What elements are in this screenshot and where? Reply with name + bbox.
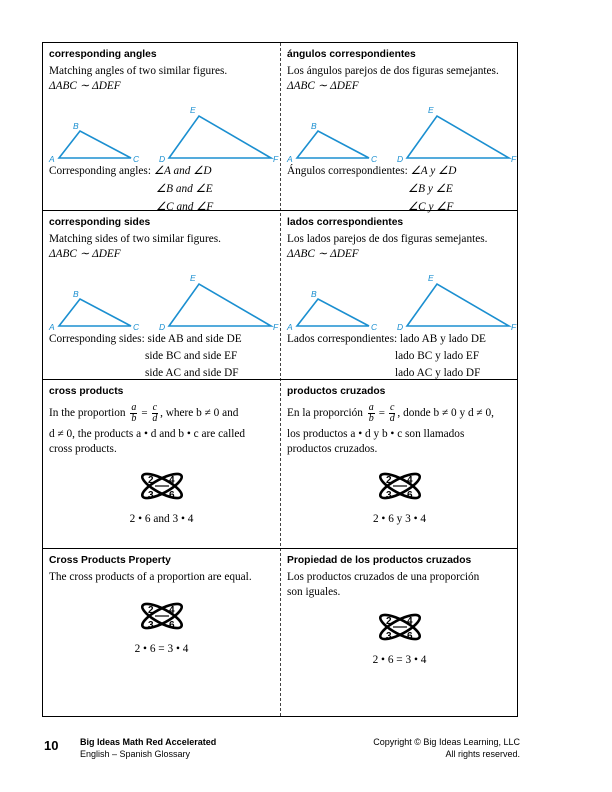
similarity-statement: ΔABC ∼ ΔDEF: [287, 80, 359, 92]
cross-diagram: [287, 610, 512, 649]
svg-text:6: 6: [406, 490, 413, 501]
svg-text:E: E: [428, 105, 434, 115]
term-heading: lados correspondientes: [287, 217, 404, 228]
svg-text:4: 4: [168, 605, 175, 616]
svg-text:E: E: [428, 273, 434, 283]
page-number: 10: [44, 738, 59, 753]
card-angulos-correspondientes: [281, 43, 518, 213]
cross-diagram: [49, 469, 274, 508]
term-heading: Propiedad de los productos cruzados: [287, 555, 472, 566]
svg-text:D: D: [397, 154, 404, 164]
copyright: Copyright © Big Ideas Learning, LLC: [373, 737, 520, 747]
definition-line: d ≠ 0, the products a • d and b • c are called: [49, 428, 246, 440]
svg-text:6: 6: [168, 490, 175, 501]
svg-text:3: 3: [385, 490, 392, 501]
card-productos-cruzados: [281, 380, 518, 548]
example: 2 • 6 = 3 • 4: [372, 654, 427, 666]
similarity-statement: ΔABC ∼ ΔDEF: [287, 248, 359, 260]
svg-text:4: 4: [168, 475, 175, 486]
cross-diagram: [49, 599, 274, 638]
similar-triangles-diagram: [287, 262, 517, 332]
svg-text:F: F: [273, 154, 279, 164]
svg-text:C: C: [133, 322, 140, 332]
svg-text:F: F: [273, 322, 279, 332]
svg-text:B: B: [73, 289, 79, 299]
definition: The cross products of a proportion are equal.: [49, 571, 252, 583]
svg-text:4: 4: [406, 616, 413, 627]
svg-text:E: E: [190, 273, 196, 283]
card-corresponding-sides: [43, 211, 280, 379]
caption: Lados correspondientes: lado AB y lado DE: [287, 333, 486, 345]
term-heading: productos cruzados: [287, 386, 386, 397]
svg-text:A: A: [287, 322, 293, 332]
definition-line: In the proportion $\frac{a}{b}$ = $\frac{c}{d}$ , where b ≠ 0 and: [49, 402, 239, 424]
cross-products-icon: [134, 469, 190, 503]
definition: Los ángulos parejos de dos figuras semejantes.: [287, 65, 499, 77]
cross-diagram: [287, 469, 512, 508]
pair: side BC and side EF: [145, 350, 238, 362]
definition-line: En la proporción $\frac{a}{b}$ = $\frac{c}{d}$ , donde b ≠ 0 y d ≠ 0,: [287, 402, 494, 424]
card-lados-correspondientes: [281, 211, 518, 379]
example: 2 • 6 and 3 • 4: [129, 513, 194, 525]
fraction-c-d: $\frac{c}{d}$: [152, 402, 158, 424]
svg-text:3: 3: [147, 490, 154, 501]
svg-text:F: F: [511, 322, 517, 332]
glossary-grid: [42, 42, 518, 717]
pair: side AC and side DF: [145, 367, 239, 379]
definition: son iguales.: [287, 586, 341, 598]
similar-triangles-diagram: [49, 262, 279, 332]
pair: ∠C and ∠F: [156, 201, 214, 213]
pair: ∠B and ∠E: [156, 183, 213, 195]
card-propiedad-productos-cruzados: [281, 549, 518, 717]
similarity-statement: ΔABC ∼ ΔDEF: [49, 80, 121, 92]
card-cross-products: [43, 380, 280, 548]
pair: ∠C y ∠F: [408, 201, 454, 213]
fraction-a-b: $\frac{a}{b}$: [131, 402, 137, 424]
svg-text:E: E: [190, 105, 196, 115]
fraction-c-d: $\frac{c}{d}$: [389, 402, 395, 424]
definition: Los lados parejos de dos figuras semejantes.: [287, 233, 488, 245]
svg-text:A: A: [49, 322, 55, 332]
term-heading: Cross Products Property: [49, 555, 171, 566]
definition-line: productos cruzados.: [287, 443, 378, 455]
rights-reserved: All rights reserved.: [445, 749, 520, 759]
term-heading: corresponding sides: [49, 217, 151, 228]
caption: Corresponding angles: ∠A and ∠D: [49, 165, 212, 177]
svg-text:B: B: [311, 121, 317, 131]
svg-text:D: D: [397, 322, 404, 332]
example: 2 • 6 y 3 • 4: [372, 513, 427, 525]
definition-line: cross products.: [49, 443, 117, 455]
cross-products-icon: [372, 469, 428, 503]
pair: ∠B y ∠E: [408, 183, 453, 195]
svg-text:C: C: [371, 322, 378, 332]
term-heading: corresponding angles: [49, 49, 157, 60]
svg-text:B: B: [73, 121, 79, 131]
svg-text:B: B: [311, 289, 317, 299]
svg-text:2: 2: [385, 475, 392, 486]
example: 2 • 6 = 3 • 4: [134, 643, 189, 655]
svg-text:6: 6: [406, 631, 413, 642]
svg-text:2: 2: [385, 616, 392, 627]
glossary-subtitle: English – Spanish Glossary: [80, 749, 191, 759]
definition: Matching angles of two similar figures.: [49, 65, 228, 77]
fraction-a-b: $\frac{a}{b}$: [368, 402, 374, 424]
svg-text:3: 3: [385, 631, 392, 642]
pair: lado BC y lado EF: [395, 350, 480, 362]
svg-text:A: A: [49, 154, 55, 164]
svg-text:4: 4: [406, 475, 413, 486]
svg-text:D: D: [159, 154, 166, 164]
book-title: Big Ideas Math Red Accelerated: [80, 737, 217, 747]
svg-text:C: C: [371, 154, 378, 164]
term-heading: cross products: [49, 386, 124, 397]
caption: Corresponding sides: side AB and side DE: [49, 333, 242, 345]
definition: Matching sides of two similar figures.: [49, 233, 221, 245]
svg-text:3: 3: [147, 620, 154, 631]
term-heading: ángulos correspondientes: [287, 49, 416, 60]
svg-text:2: 2: [147, 475, 154, 486]
svg-text:A: A: [287, 154, 293, 164]
cross-products-icon: [134, 599, 190, 633]
definition-line: los productos a • d y b • c son llamados: [287, 428, 465, 440]
caption: Ángulos correspondientes: ∠A y ∠D: [287, 165, 457, 177]
svg-text:2: 2: [147, 605, 154, 616]
similar-triangles-diagram: [49, 94, 279, 164]
svg-text:D: D: [159, 322, 166, 332]
svg-text:C: C: [133, 154, 140, 164]
similarity-statement: ΔABC ∼ ΔDEF: [49, 248, 121, 260]
svg-text:6: 6: [168, 620, 175, 631]
card-cross-products-property: [43, 549, 280, 717]
pair: lado AC y lado DF: [395, 367, 481, 379]
definition: Los productos cruzados de una proporción: [287, 571, 480, 583]
cross-products-icon: [372, 610, 428, 644]
svg-text:F: F: [511, 154, 517, 164]
similar-triangles-diagram: [287, 94, 517, 164]
card-corresponding-angles: [43, 43, 280, 213]
